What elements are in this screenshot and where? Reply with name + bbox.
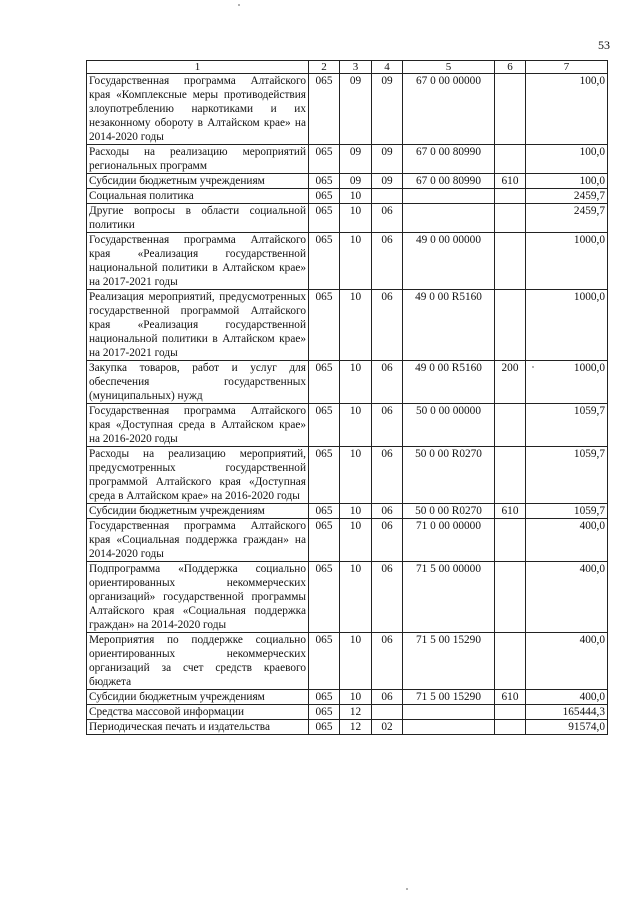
- table-row: [87, 633, 608, 690]
- subsection-code-cell: 09: [372, 74, 403, 145]
- table-row: [87, 74, 608, 145]
- expense-type-cell: 610: [495, 504, 526, 519]
- subsection-code-cell: 06: [372, 519, 403, 562]
- section-code-cell: 10: [340, 633, 372, 690]
- section-code-cell: 09: [340, 174, 372, 189]
- section-code-cell: 09: [340, 145, 372, 174]
- item-name-cell: Периодическая печать и издательства: [87, 720, 309, 735]
- expense-type-cell: [495, 204, 526, 233]
- expense-type-cell: [495, 447, 526, 504]
- section-code-cell: 10: [340, 562, 372, 633]
- target-article-cell: 71 5 00 15290: [403, 633, 495, 690]
- ministry-code-cell: 065: [309, 290, 340, 361]
- amount-cell: 100,0: [526, 145, 608, 174]
- subsection-code-cell: [372, 705, 403, 720]
- item-name-cell: Субсидии бюджетным учреждениям: [87, 690, 309, 705]
- subsection-code-cell: 06: [372, 633, 403, 690]
- expense-type-cell: [495, 705, 526, 720]
- ministry-code-cell: 065: [309, 633, 340, 690]
- ministry-code-cell: 065: [309, 504, 340, 519]
- expense-type-cell: [495, 404, 526, 447]
- section-code-cell: 10: [340, 290, 372, 361]
- amount-cell: 2459,7: [526, 189, 608, 204]
- expense-type-cell: [495, 562, 526, 633]
- table-row: [87, 720, 608, 735]
- table-row: [87, 290, 608, 361]
- item-name-cell: Социальная политика: [87, 189, 309, 204]
- column-header-5: 5: [403, 61, 495, 74]
- page-number: 53: [598, 38, 610, 52]
- subsection-code-cell: 09: [372, 174, 403, 189]
- column-header-2: 2: [309, 61, 340, 74]
- ministry-code-cell: 065: [309, 145, 340, 174]
- table-row: [87, 145, 608, 174]
- amount-cell: 1059,7: [526, 447, 608, 504]
- target-article-cell: 71 0 00 00000: [403, 519, 495, 562]
- target-article-cell: [403, 204, 495, 233]
- subsection-code-cell: 06: [372, 361, 403, 404]
- expense-type-cell: 610: [495, 690, 526, 705]
- subsection-code-cell: 02: [372, 720, 403, 735]
- section-code-cell: 10: [340, 690, 372, 705]
- item-name-cell: Государственная программа Алтайского края «Комплексные меры противодействия злоупотреблению наркотиками и их незаконному обороту в Алтайском крае» на 2014-2020 годы: [87, 74, 309, 145]
- target-article-cell: 50 0 00 R0270: [403, 504, 495, 519]
- table-row: [87, 233, 608, 290]
- section-code-cell: 10: [340, 519, 372, 562]
- ministry-code-cell: 065: [309, 174, 340, 189]
- section-code-cell: 10: [340, 404, 372, 447]
- table-row: [87, 204, 608, 233]
- item-name-cell: Закупка товаров, работ и услуг для обеспечения государственных (муниципальных) нужд: [87, 361, 309, 404]
- target-article-cell: 67 0 00 80990: [403, 174, 495, 189]
- amount-cell: 1059,7: [526, 404, 608, 447]
- ministry-code-cell: 065: [309, 404, 340, 447]
- target-article-cell: 49 0 00 R5160: [403, 361, 495, 404]
- budget-table: [86, 60, 608, 735]
- table-row: [87, 705, 608, 720]
- column-header-1: 1: [87, 61, 309, 74]
- column-header-3: 3: [340, 61, 372, 74]
- amount-cell: 91574,0: [526, 720, 608, 735]
- subsection-code-cell: [372, 189, 403, 204]
- subsection-code-cell: 06: [372, 447, 403, 504]
- amount-cell: 400,0: [526, 690, 608, 705]
- subsection-code-cell: 06: [372, 504, 403, 519]
- column-header-7: 7: [526, 61, 608, 74]
- amount-cell: 400,0: [526, 519, 608, 562]
- expense-type-cell: [495, 145, 526, 174]
- item-name-cell: Подпрограмма «Поддержка социально ориентированных некоммерческих организаций» государственной программы Алтайского края «Социальная поддержка граждан» на 2014-2020 годы: [87, 562, 309, 633]
- expense-type-cell: [495, 519, 526, 562]
- subsection-code-cell: 09: [372, 145, 403, 174]
- ministry-code-cell: 065: [309, 562, 340, 633]
- scan-speck: [406, 888, 408, 890]
- target-article-cell: 71 5 00 15290: [403, 690, 495, 705]
- item-name-cell: Государственная программа Алтайского края «Доступная среда в Алтайском крае» на 2016-2020 годы: [87, 404, 309, 447]
- target-article-cell: [403, 720, 495, 735]
- ministry-code-cell: 065: [309, 705, 340, 720]
- section-code-cell: 10: [340, 447, 372, 504]
- section-code-cell: 09: [340, 74, 372, 145]
- amount-cell: 400,0: [526, 633, 608, 690]
- table-row: [87, 690, 608, 705]
- ministry-code-cell: 065: [309, 447, 340, 504]
- target-article-cell: [403, 189, 495, 204]
- expense-type-cell: [495, 290, 526, 361]
- amount-cell: 100,0: [526, 74, 608, 145]
- scan-speck: [238, 4, 240, 6]
- item-name-cell: Субсидии бюджетным учреждениям: [87, 504, 309, 519]
- ministry-code-cell: 065: [309, 519, 340, 562]
- target-article-cell: 49 0 00 00000: [403, 233, 495, 290]
- section-code-cell: 12: [340, 705, 372, 720]
- table-row: [87, 404, 608, 447]
- item-name-cell: Субсидии бюджетным учреждениям: [87, 174, 309, 189]
- expense-type-cell: [495, 633, 526, 690]
- target-article-cell: 67 0 00 80990: [403, 145, 495, 174]
- target-article-cell: [403, 705, 495, 720]
- target-article-cell: 50 0 00 R0270: [403, 447, 495, 504]
- subsection-code-cell: 06: [372, 204, 403, 233]
- table-row: [87, 447, 608, 504]
- item-name-cell: Мероприятия по поддержке социально ориентированных некоммерческих организаций за счет средств краевого бюджета: [87, 633, 309, 690]
- item-name-cell: Средства массовой информации: [87, 705, 309, 720]
- subsection-code-cell: 06: [372, 562, 403, 633]
- subsection-code-cell: 06: [372, 233, 403, 290]
- ministry-code-cell: 065: [309, 233, 340, 290]
- section-code-cell: 12: [340, 720, 372, 735]
- subsection-code-cell: 06: [372, 690, 403, 705]
- item-name-cell: Государственная программа Алтайского края «Социальная поддержка граждан» на 2014-2020 годы: [87, 519, 309, 562]
- section-code-cell: 10: [340, 189, 372, 204]
- column-number-row: [87, 61, 608, 74]
- ministry-code-cell: 065: [309, 690, 340, 705]
- item-name-cell: Реализация мероприятий, предусмотренных государственной программой Алтайского края «Реализация государственной национальной политики в Алтайском крае» на 2017-2021 годы: [87, 290, 309, 361]
- amount-cell: 1000,0: [526, 361, 608, 404]
- target-article-cell: 67 0 00 00000: [403, 74, 495, 145]
- ministry-code-cell: 065: [309, 74, 340, 145]
- subsection-code-cell: 06: [372, 404, 403, 447]
- item-name-cell: Расходы на реализацию мероприятий, предусмотренных государственной программой Алтайского края «Доступная среда в Алтайском крае» на 2016-2020 годы: [87, 447, 309, 504]
- target-article-cell: 49 0 00 R5160: [403, 290, 495, 361]
- amount-cell: 1000,0: [526, 233, 608, 290]
- item-name-cell: Другие вопросы в области социальной политики: [87, 204, 309, 233]
- amount-cell: 100,0: [526, 174, 608, 189]
- expense-type-cell: 200: [495, 361, 526, 404]
- subsection-code-cell: 06: [372, 290, 403, 361]
- item-name-cell: Государственная программа Алтайского края «Реализация государственной национальной политики в Алтайском крае» на 2017-2021 годы: [87, 233, 309, 290]
- expense-type-cell: [495, 233, 526, 290]
- expense-type-cell: 610: [495, 174, 526, 189]
- column-header-4: 4: [372, 61, 403, 74]
- section-code-cell: 10: [340, 504, 372, 519]
- table-row: [87, 504, 608, 519]
- amount-cell: 165444,3: [526, 705, 608, 720]
- expense-type-cell: [495, 189, 526, 204]
- expense-type-cell: [495, 720, 526, 735]
- table-row: [87, 562, 608, 633]
- column-header-6: 6: [495, 61, 526, 74]
- item-name-cell: Расходы на реализацию мероприятий региональных программ: [87, 145, 309, 174]
- table-row: [87, 361, 608, 404]
- section-code-cell: 10: [340, 204, 372, 233]
- target-article-cell: 50 0 00 00000: [403, 404, 495, 447]
- ministry-code-cell: 065: [309, 189, 340, 204]
- ministry-code-cell: 065: [309, 361, 340, 404]
- table-row: [87, 189, 608, 204]
- amount-cell: 1000,0: [526, 290, 608, 361]
- amount-cell: 400,0: [526, 562, 608, 633]
- section-code-cell: 10: [340, 233, 372, 290]
- target-article-cell: 71 5 00 00000: [403, 562, 495, 633]
- expense-type-cell: [495, 74, 526, 145]
- amount-cell: 2459,7: [526, 204, 608, 233]
- table-row: [87, 174, 608, 189]
- amount-cell: 1059,7: [526, 504, 608, 519]
- table-row: [87, 519, 608, 562]
- ministry-code-cell: 065: [309, 720, 340, 735]
- ministry-code-cell: 065: [309, 204, 340, 233]
- section-code-cell: 10: [340, 361, 372, 404]
